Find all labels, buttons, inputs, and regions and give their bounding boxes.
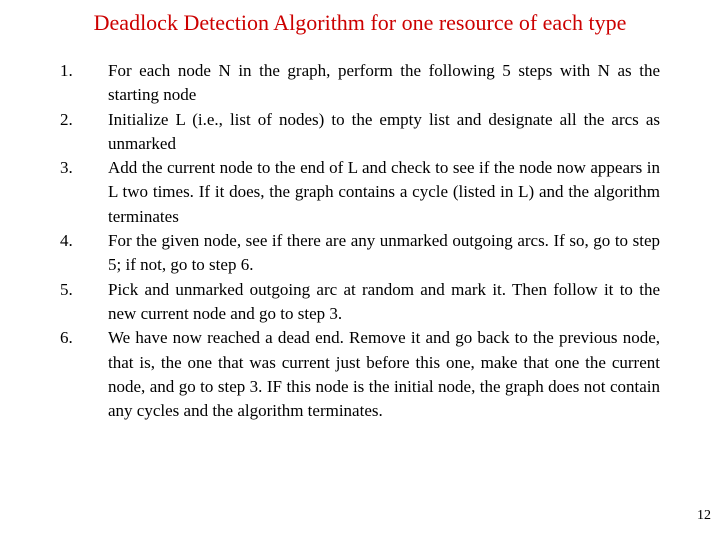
step-number: 3. (60, 158, 73, 178)
step-list (0, 59, 720, 423)
step-number: 2. (60, 109, 73, 129)
step-text: Add the current node to the end of L and check to see if the node now appears in L two times. If it does, the graph contains a cycle (listed in L) and the algorithm terminates (108, 158, 660, 226)
list-item (0, 326, 720, 423)
step-text: Initialize L (i.e., list of nodes) to the empty list and designate all the arcs as unmarked (108, 109, 660, 153)
list-item (0, 278, 720, 327)
step-number: 1. (60, 61, 73, 80)
list-item (0, 229, 720, 278)
step-number: 4. (60, 231, 73, 251)
step-text: For each node N in the graph, perform the following 5 steps with N as the starting node (108, 61, 660, 105)
step-number: 5. (60, 279, 73, 299)
step-text: We have now reached a dead end. Remove it and go back to the previous node, that is, the one that was current just before this one, make that one the current node, and go to step 3. IF this node is the initial node, the graph does not contain any cycles and the algorithm terminates. (108, 328, 660, 421)
list-item (0, 156, 720, 229)
step-number: 6. (60, 328, 73, 348)
page-number: 12 (697, 508, 711, 523)
step-text: For the given node, see if there are any unmarked outgoing arcs. If so, go to step 5; if not, go to step 6. (108, 231, 660, 275)
list-item (0, 59, 720, 108)
slide-title: Deadlock Detection Algorithm for one resource of each type (93, 10, 627, 35)
list-item (0, 108, 720, 157)
step-text: Pick and unmarked outgoing arc at random and mark it. Then follow it to the new current node and go to step 3. (108, 279, 660, 323)
